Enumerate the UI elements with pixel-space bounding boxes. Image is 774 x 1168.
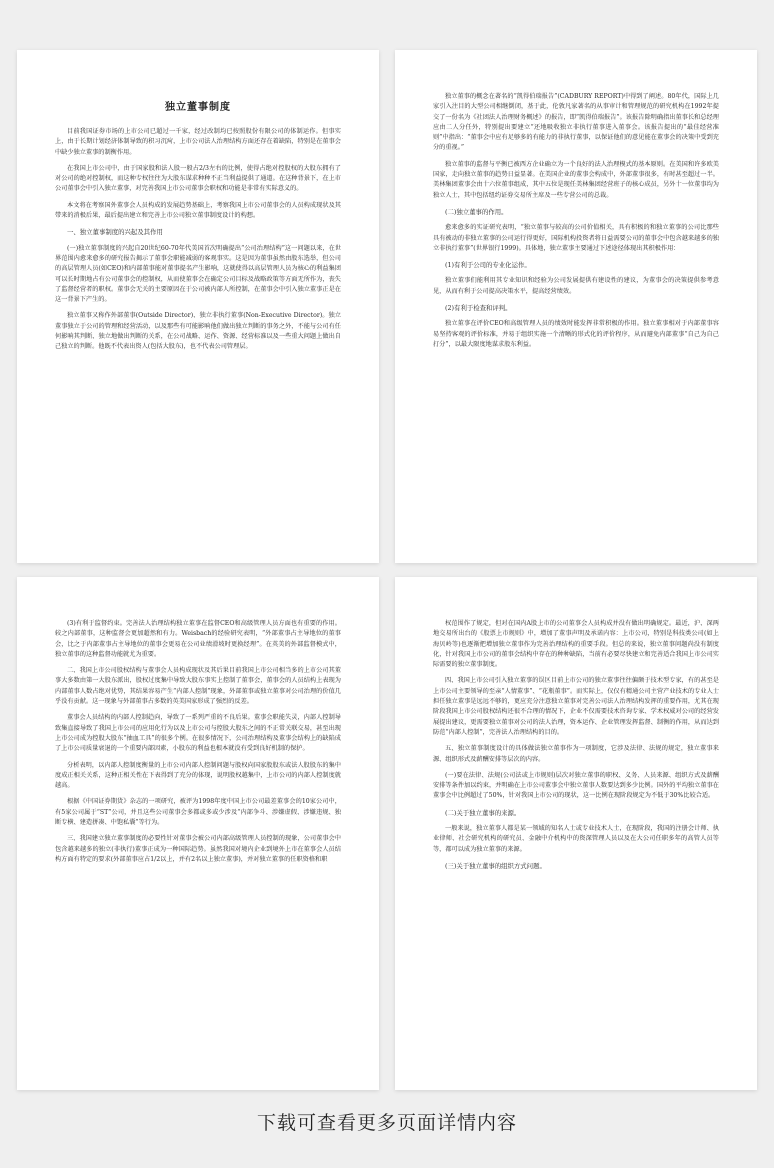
section-heading: (1)有利于公司的专业化运作。 — [445, 261, 531, 270]
section-heading: (二)关于独立董事的来源。 — [445, 808, 521, 817]
paragraph: 二、我国上市公司股权结构与董事会人员构成现状及其后果目前我国上市公司相当多的上市公司其董事大多数由第一大股东派出，股权过度集中导致大股东事实上控制了董事会，董事会的人员结构上表现为内部董事人数占绝对优势，其结果容易产生“内部人控制”现象，外部董事或独立董事对公司治理的价值几乎没有贡献。这一现象与外部董事占多数的英美国家形成了强烈的反差。 — [55, 667, 341, 706]
paragraph: (3)有利于监督约束。完善法人治理结构独立董事在监督CEO和高级管理人员方面也有重要的作用。较之内部董事，这种监督会更加超然和有力。Weisbach的经验研究表明，“外部董事占主导地位的董事会，比之于内部董事占主导地位的董事会更易在公司业绩滑坡时更换经理”。在英美的外部监督模式中，独立董事的这种监督功能就尤为重要。 — [55, 620, 341, 658]
paragraph: 目前我国证券市场的上市公司已超过一千家，经过改制均已按照股份有限公司的体制运作。但事实上，由于长期计划经济体制导致的积习沉疴，上市公司法人治理结构方面还存在着缺陷，特别是在董事会中缺少独立董事的制衡作用。 — [55, 128, 341, 156]
document-page-4 — [395, 577, 757, 1090]
document-title: 独立董事制度 — [165, 102, 231, 113]
document-page-3 — [17, 577, 379, 1090]
paragraph: 独立董事的监督与平衡已被西方企业确立为一个良好的法人治理模式的基本原则。在美国和许多欧美国家，走向独立董事的趋势日益显著。在美国企业的董事会构成中，外部董事很多，有时甚至超过一半。美林集团董事会由十六位董事组成，其中五位是现任美林集团经营班子的核心成员，另外十一位董事均为独立人士，其中包括纽约证券交易所主席及一些专营公司的总裁。 — [433, 160, 719, 199]
paragraph: 本文将在考察国外董事会人员构成的发展趋势基础上，考察我国上市公司董事会的人员构成现状及其带来的消极后果，最后提出建立和完善上市公司独立董事制度设计的构想。 — [55, 201, 341, 220]
document-page-1 — [17, 50, 379, 563]
paragraph: 愈来愈多的实证研究表明，“独立董事与较高的公司价值相关，具有积极的和独立董事的公司比那些具有被动的非独立董事的公司运行得更好，国际机构投资者将日益需要公司的董事会中包含越来越多的独立非执行董事”(世界银行1999)。具体地，独立董事主要通过下述途径体现出其积极作用： — [433, 224, 719, 252]
paragraph: 一般来说，独立董事人都是某一领域的知名人士或专业技术人士，在现阶段，我国的注册会计师、执业律师、社会研究机构的研究员、金融中介机构中的资深管理人员以及在大公司任职多年的高管人员等等，都可以成为独立董事的来源。 — [433, 825, 719, 853]
paragraph: 独立董事的概念在著名的“凯得伯瑞报告”(CADBURY REPORT)中得到了阐述。80年代，国际上几家引入注目的大型公司相继倒闭，基于此，伦敦凡家著名的从事审计和管理规范的研究机构在1992年提交了一份名为《社团法人治理财务概述》的报告，即“凯得伯瑞报告”。该报告除明确指出董事长和总经理应由二人分任外，特别提出要建立“还地吸收独立非执行董事进入董事会。该报告提出的“最佳经营准则”中指出：“董事会中应有足够多的有能力的非执行董事，以保证他们的意见能在董事会的决策中受到充分的重视。” — [433, 93, 719, 152]
paragraph: 四、我国上市公司引入独立董事的误区目前上市公司的独立董事往往偏颇于技术型专家，有的甚至是上市公司主要领导的至亲“人情董事”、“花瓶董事”。而实际上，仅仅有精通公司主营产业技术的专业人士担任独立董事是远远不够的，更应充分注意独立董事对完善公司法人治理结构发挥的重要作用，尤其在现阶段我国上市公司股权结构还很不合理的情况下，企业不仅需要技术咨询专家、学术权威对公司的经营发展提出建议，更需要独立董事对公司的法人治理，资本运作、企业管理发挥监督、制衡的作用，从而达到防范“内部人控制”，完善法人治理结构的目的。 — [433, 677, 719, 736]
section-heading: (二)独立董事的作用。 — [445, 207, 508, 216]
paragraph: (一)要在法律、法规(公司法或上市规则)层次对独立董事的职权、义务、人员来源、组织方式及薪酬安排等条件加以约束，并明确在上市公司董事会中独立董事人数要达到多少比例。国外的平均独立董事在董事会中比例超过了50%，针对我国上市公司的现状，这一比例在现阶段规定为不低于30%比较合适。 — [433, 771, 719, 800]
paragraph: 董事会人员结构的内部人控制趋向，导致了一系列严重的不良后果。董事会职能失灵，内部人控制导致集直接导致了我国上市公司的应用化行为以及上市公司与控股大股东之间的不正常关联交易，甚至出现上市公司成为控股大股东“抽血工具”的很多个例。在很多情况下，公司治理结构及董事会结构上的缺陷成了上市公司质量衰退的一个重要内部因素，小股东的利益也根本就没有受到良好机制的保护。 — [55, 714, 341, 753]
download-more-link[interactable]: 下载可查看更多页面详情内容 — [256, 1112, 517, 1134]
paragraph: 在我国上市公司中，由于国家股和法人股一般占2/3左右的比例，使得占绝对控股权的大股东拥有了对公司的绝对控制权，而这种专权往往为大股东谋求种种不正当利益提供了通道。在这种背景下，在上市公司董事会中引入独立董事，对完善我国上市公司董事会职权和功能是非常有实际意义的。 — [55, 164, 341, 193]
document-page-2 — [395, 50, 757, 563]
paragraph: 五、独立董事制度设计的具体做法独立董事作为一项制度，它涉及法律、法规的规定，独立董事来源、组织形式及薪酬安排等层次的内容。 — [433, 745, 719, 763]
paragraph: 权范围作了规定，但对在国内A股上市的公司董事会人员构成并没有做出明确规定。最近，沪、深两地交易所出台的《股票上市规则》中，增加了董事声明及承诺内容：上市公司，特别是科技类公司(如上海贝岭等)也逐渐把增加独立董事作为完善治理结构的重要手段。但总的来说，独立董事问题尚没有制度化，针对我国上市公司的董事会结构中存在的种种缺陷，当前有必要尽快建立和完善适合我国上市公司实际需要的独立董事制度。 — [433, 620, 719, 669]
paragraph: 三、我国建立独立董事制度的必要性针对董事会被公司内部高级管理人员控制的现象，公司董事会中包含越来越多的独立(非执行)董事正成为一种国际趋势。虽然我国对境内企业到境外上市在董事会人员结构方面有特定的要求(外部董事应占1/2以上，并有2名以上独立董事)，并对独立董事的任职资格和职 — [55, 835, 341, 863]
paragraph: 分析表明，以内部人控制度衡量的上市公司内部人控制问题与股权向国家股股东或法人股股东的集中度成正相关关系，这种正相关性在下表得到了充分的体现，说明股权越集中，上市公司的内部人控制度就越高。 — [55, 761, 341, 790]
paragraph: 独立董事们能利用其专业知识和经验为公司发展提供有建设性的建议，为董事会的决策提供参考意见，从而有利于公司提高决策水平，提高经营绩效。 — [433, 277, 719, 295]
section-heading: (三)关于独立董事的组织方式问题。 — [445, 861, 546, 870]
paragraph: 独立董事在评价CEO和高级管理人员的绩效时能发挥非常积极的作用。独立董事相对于内部董事容易坚持客观的评价标准，并易于组织实施一个清晰的形式化的评价程序，从而避免内部董事“自己为自己打分”，以最大限度地谋求股东利益。 — [433, 320, 719, 348]
section-heading: (2)有利于检查和评判。 — [445, 304, 512, 313]
paragraph: 独立董事又称作外部董事(Outside Director)、独立非执行董事(Non-Executive Director)。独立董事独立于公司的管理和经营活动，以及那些有可能影响他们做出独立判断的事务之外，不能与公司有任何影响其判断、独立地做出判断的关系，在公司战略、运作、资源、经营标准以及一些重大问题上做出自己独立的判断。他既不代表出资人(包括大股东)，也不代表公司管理层。 — [55, 312, 341, 351]
paragraph: 根据《中国证券期货》杂志的一项研究，被评为1998年度中国上市公司最差董事会的10家公司中，有5家公司属于“ST”公司，并且这些公司董事会多都或多或少涉及“内部争斗、涉嫌虚假、涉嫌违规、独断专横、建造拼凑、中饱私囊”等行为。 — [55, 798, 341, 827]
section-heading: 一、独立董事制度的兴起及其作用 — [67, 228, 163, 237]
paragraph: (一)独立董事制度的兴起自20世纪60-70年代美国首次明确提出“公司治理结构”这一问题以来，在世界范围内愈来愈多的研究报告揭示了董事会职能减弱的客观事实。这是因为董事虽然由股东选举，但公司的高层管理人员(如CEO)和内部董事能对董事提名产生影响，这就使得以高层管理人员为核心的利益集团可以长时期地占有公司董事会的控制权，从而使董事会在确定公司目标及战略政策等方面无所作为，丧失了监督经营者的职权。董事会无关的主要原因在于公司被内部人所控制，在董事会中引入独立董事正是在这一背景下产生的。 — [55, 244, 341, 304]
